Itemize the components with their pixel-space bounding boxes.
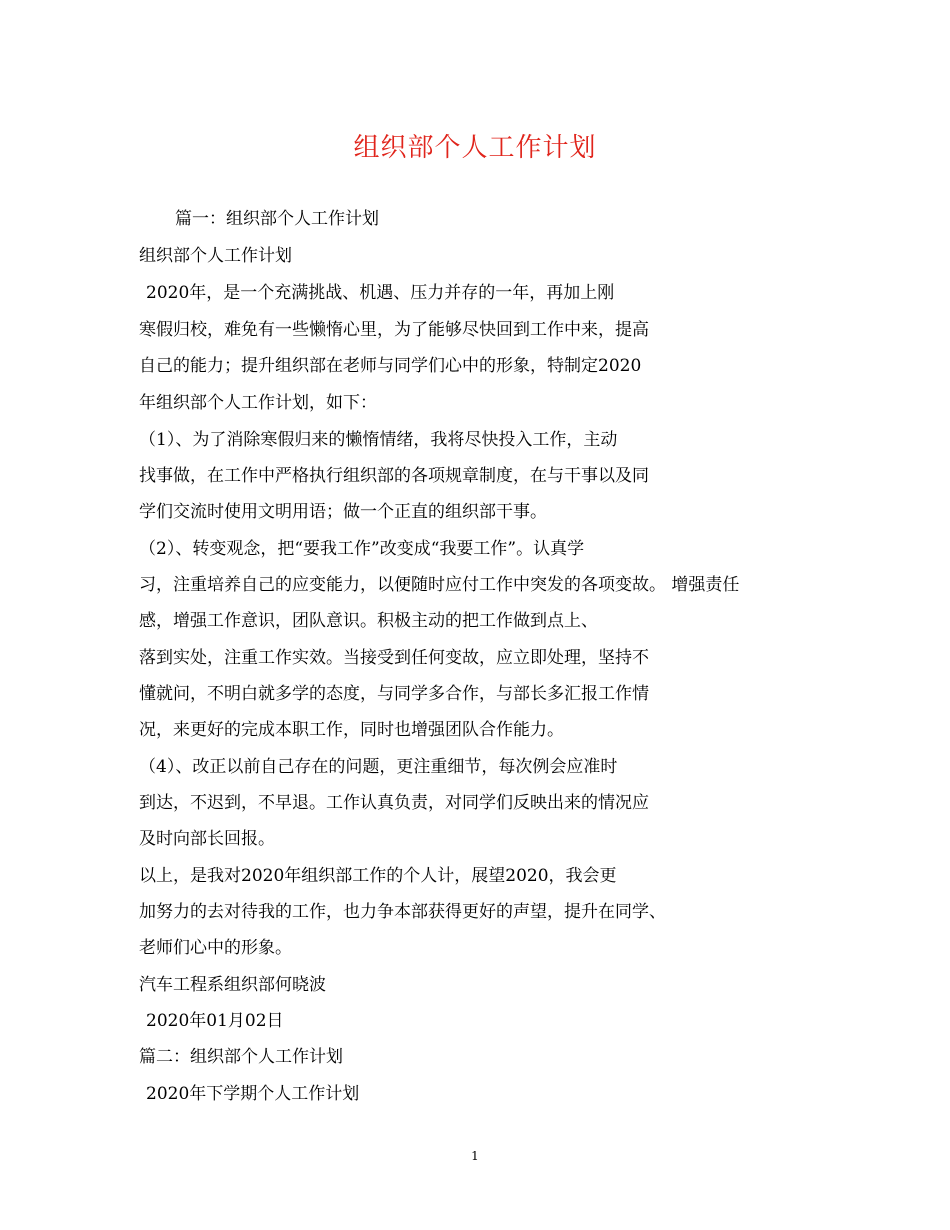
paragraph-line: 寒假归校，难免有一些懒惰心里，为了能够尽快回到工作中来，提高 [139,320,649,340]
paragraph-line: 找事做，在工作中严格执行组织部的各项规章制度，在与干事以及同 [139,466,649,486]
paragraph-line: 以上，是我对2020年组织部工作的个人计，展望2020，我会更 [139,866,617,886]
document-title: 组织部个人工作计划 [353,133,597,163]
signature-line: 汽车工程系组织部何晓波 [139,975,326,995]
section-heading-1: 篇一：组织部个人工作计划 [175,209,379,229]
paragraph-line: 到达，不迟到，不早退。工作认真负责，对同学们反映出来的情况应 [139,793,649,813]
section-heading-2: 篇二：组织部个人工作计划 [139,1047,343,1067]
paragraph-line: 加努力的去对待我的工作，也力争本部获得更好的声望，提升在同学、 [139,902,666,922]
date-line: 2020年01月02日 [146,1011,284,1031]
paragraph-line: 落到实处，注重工作实效。当接受到任何变故，应立即处理，坚持不 [139,648,649,668]
paragraph-line: 及时向部长回报。 [139,829,275,849]
paragraph-line: 2020年下学期个人工作计划 [146,1084,360,1104]
paragraph-line: 感，增强工作意识，团队意识。积极主动的把工作做到点上、 [139,611,598,631]
paragraph-line: 年组织部个人工作计划，如下： [139,393,377,413]
page-number: 1 [471,1149,479,1163]
paragraph-line: 懂就问，不明白就多学的态度，与同学多合作，与部长多汇报工作情 [139,684,649,704]
paragraph-line: 习，注重培养自己的应变能力，以便随时应付工作中突发的各项变故。 增强责任 [139,575,740,595]
paragraph-line: （2）、转变观念，把“要我工作”改变成“我要工作”。认真学 [139,539,585,559]
paragraph-line: 况，来更好的完成本职工作，同时也增强团队合作能力。 [139,720,564,740]
paragraph-line: （4）、改正以前自己存在的问题，更注重细节，每次例会应准时 [139,757,618,777]
paragraph-line: 2020年，是一个充满挑战、机遇、压力并存的一年，再加上刚 [146,283,615,303]
paragraph-line: （1）、为了消除寒假归来的懒惰情绪，我将尽快投入工作，主动 [139,430,618,450]
paragraph-line: 组织部个人工作计划 [139,246,292,266]
paragraph-line: 学们交流时使用文明用语；做一个正直的组织部干事。 [139,502,547,522]
paragraph-line: 自己的能力；提升组织部在老师与同学们心中的形象，特制定2020 [139,356,642,376]
paragraph-line: 老师们心中的形象。 [139,938,292,958]
